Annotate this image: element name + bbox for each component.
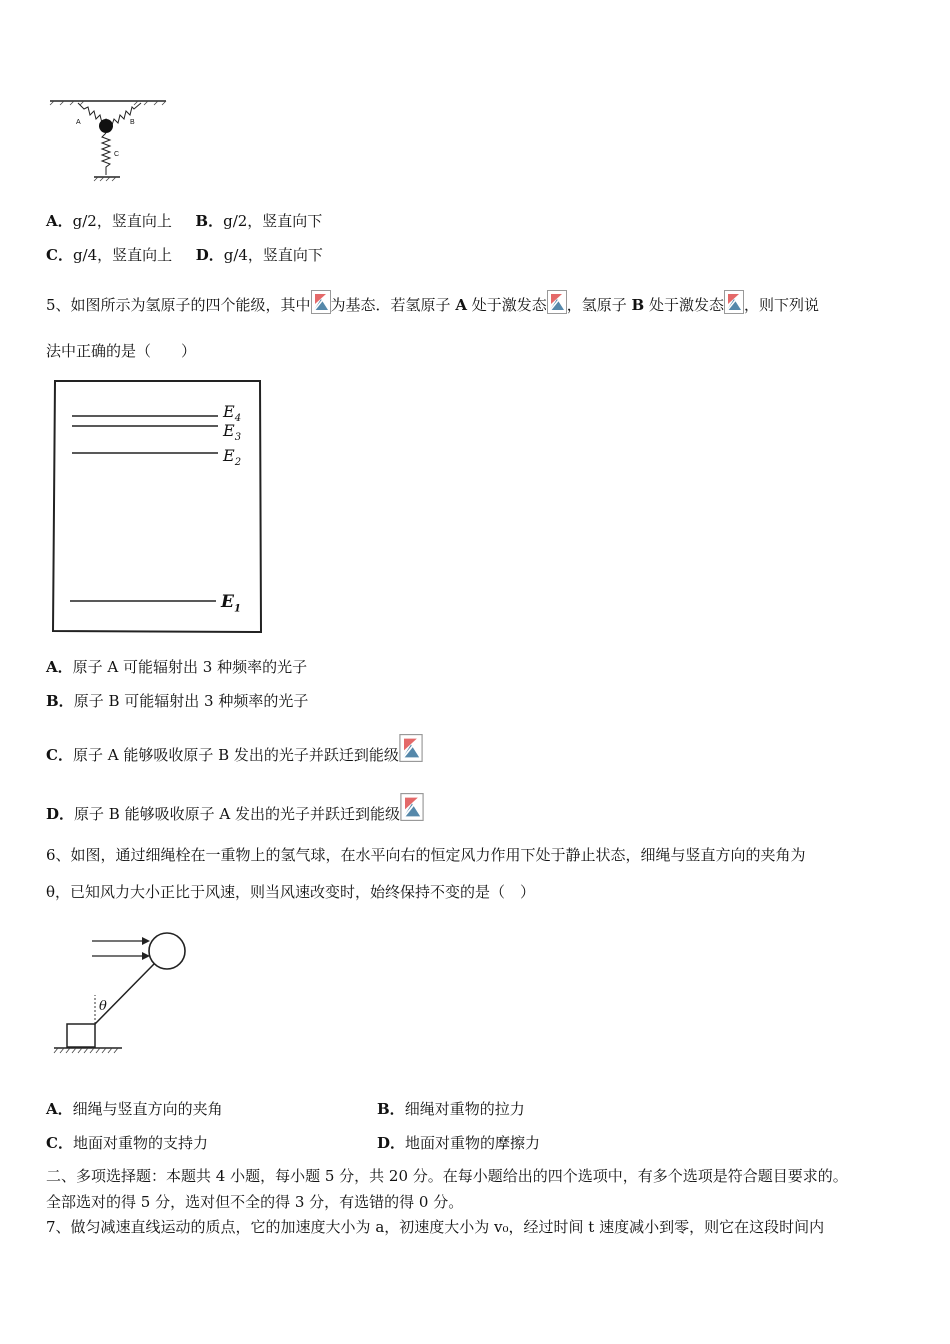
q4-option-b-text: g/2，竖直向下 [223,212,323,230]
q4-option-a-letter: A． [46,212,73,230]
section2-heading-line-2: 全部选对的得 5 分，选对但不全的得 3 分，有选错的得 0 分。 [46,1193,464,1211]
level-label-e1: $E_1$ [221,592,241,615]
q7-stem: 7、做匀减速直线运动的质点，它的加速度大小为 a，初速度大小为 v₀，经过时间 t 速度减小到零，则它在这段时间内 [46,1218,825,1236]
q5-stem-part-1: 5、如图所示为氢原子的四个能级，其中 [46,296,311,314]
level-label-e4: $E_4$ [223,402,242,425]
q5-stem-part-5: 处于激发态 [644,296,724,314]
q5-option-c: C．原子 A 能够吸收原子 B 发出的光子并跃迁到能级 [46,734,423,768]
q6-option-d: D．地面对重物的摩擦力 [377,1134,541,1152]
broken-image-icon [399,734,423,762]
broken-image-icon [547,290,567,314]
balloon-figure [50,925,200,1060]
spring-label-c: C [114,151,120,158]
spring-label-b: B [130,119,135,126]
q4-option-d-letter: D． [195,246,224,264]
energy-level-diagram [50,378,265,636]
q5-stem-line-2 [46,341,196,361]
broken-image-icon [724,290,744,314]
level-label-e2: $E_2$ [223,446,242,469]
q5-atom-a: A [455,296,467,314]
q5-stem-part-4: ，氢原子 [566,296,632,314]
q5-stem-line-2-text: 法中正确的是（ ） [46,342,197,360]
section2-heading-line-1: 二、多项选择题：本题共 4 小题，每小题 5 分，共 20 分。在每小题给出的四个选项中，有多个选项是符合题目要求的。 [46,1167,848,1185]
broken-image-icon [400,793,424,821]
q5-stem-part-2: 为基态．若氢原子 [330,296,456,314]
q5-option-a: A．原子 A 可能辐射出 3 种频率的光子 [46,658,308,676]
q4-options-row-1 [46,211,322,231]
spring-system-figure [48,95,173,190]
q6-stem-line-1: 6、如图，通过细绳栓在一重物上的氢气球，在水平向右的恒定风力作用下处于静止状态，细绳与竖直方向的夹角为 [46,846,806,864]
level-label-e3: $E_3$ [223,421,242,444]
broken-image-icon [311,290,331,314]
q4-option-c-text: g/4，竖直向上 [72,246,173,264]
q6-stem-line-2: θ，已知风力大小正比于风速，则当风速改变时，始终保持不变的是（ ） [46,883,536,901]
theta-label: θ [99,999,107,1014]
q4-options-row-2 [46,245,323,265]
q5-atom-b: B [631,296,645,314]
q4-option-a-text: g/2，竖直向上 [72,212,172,230]
q4-option-d-text: g/4，竖直向下 [223,246,323,264]
q4-option-c-letter: C． [46,246,73,264]
q6-option-c: C．地面对重物的支持力 [46,1134,208,1152]
q5-option-d: D．原子 B 能够吸收原子 A 发出的光子并跃迁到能级 [46,793,424,827]
q5-stem-part-3: 处于激发态 [466,296,547,314]
q5-stem-line-1 [46,290,819,317]
q5-stem-part-6: ，则下列说 [744,296,820,314]
q6-option-b: B．细绳对重物的拉力 [377,1100,525,1118]
q6-option-a: A．细绳与竖直方向的夹角 [46,1100,223,1118]
q5-option-b: B．原子 B 可能辐射出 3 种频率的光子 [46,692,309,710]
spring-label-a: A [76,119,81,126]
q4-option-b-letter: B． [195,212,224,230]
